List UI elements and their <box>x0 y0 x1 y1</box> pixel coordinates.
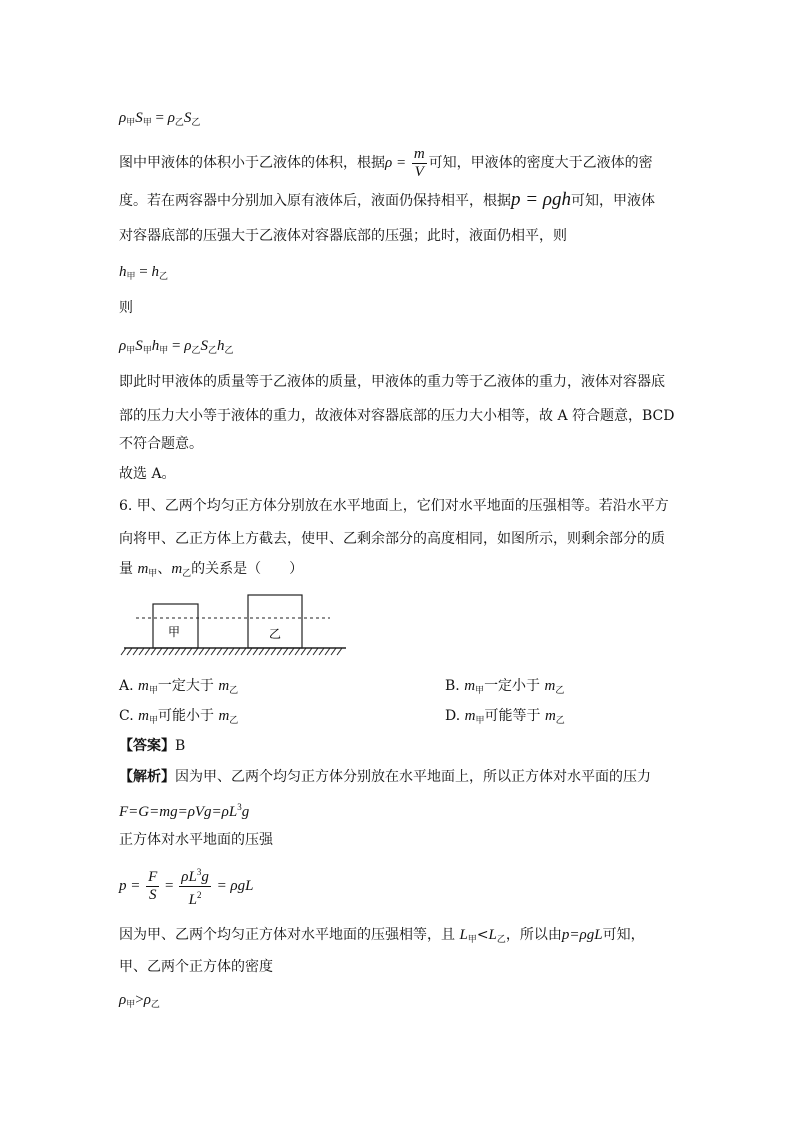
option-b[interactable] <box>445 676 564 701</box>
hatch-stroke <box>223 648 228 655</box>
hatch-stroke <box>241 648 246 655</box>
option-d[interactable] <box>445 706 565 731</box>
subscript: 乙 <box>207 345 217 355</box>
equals-sign: = <box>161 878 178 894</box>
option-letter: A. <box>119 678 139 694</box>
hatch-stroke <box>199 648 204 655</box>
formula-text: g <box>241 804 250 820</box>
mass-symbol: m <box>137 561 149 577</box>
question-6-line: 向将甲、乙正方体上方截去，使甲、乙剩余部分的高度相同，如图所示，则剩余部分的质 <box>119 531 665 547</box>
fraction-m-over-v <box>412 146 427 181</box>
cubes-figure <box>120 588 350 660</box>
rho-symbol: ρ <box>119 110 127 126</box>
superscript: 3 <box>196 867 202 878</box>
subscript: 乙 <box>191 117 201 127</box>
hatch-stroke <box>145 648 150 655</box>
equals-sign: = <box>151 110 168 126</box>
subscript: 乙 <box>496 935 506 945</box>
subscript: 乙 <box>224 345 234 355</box>
text: 、 <box>157 561 172 577</box>
denominator: V <box>414 163 424 180</box>
formula-text: p=ρgL <box>561 927 603 943</box>
equation-mass-height <box>119 336 233 360</box>
rho-symbol: ρ <box>143 992 151 1008</box>
text: 图中甲液体的体积小于乙液体的体积，根据 <box>119 155 385 171</box>
hatch-stroke <box>139 648 144 655</box>
text: 可知，甲液体 <box>570 193 655 209</box>
question-6-line <box>119 559 303 584</box>
ground-hatching <box>121 648 342 655</box>
subscript: 乙 <box>229 716 239 726</box>
subscript: 甲 <box>148 569 158 579</box>
fraction-f-over-s <box>146 869 159 904</box>
subscript: 乙 <box>191 345 201 355</box>
subscript: 甲 <box>159 345 169 355</box>
height-symbol: h <box>151 338 160 354</box>
subscript: 乙 <box>158 271 168 281</box>
mass-symbol: m <box>171 561 183 577</box>
fraction-rho-l3g-over-l2 <box>179 864 211 909</box>
hatch-stroke <box>277 648 282 655</box>
formula-text: L <box>188 892 197 909</box>
text: 因为甲、乙两个均匀正方体分别放在水平地面上，所以正方体对水平面的压力 <box>175 769 651 785</box>
equation-pressure <box>119 864 253 909</box>
paragraph-line: 对容器底部的压强大于乙液体对容器底部的压强；此时，液面仍相平，则 <box>119 228 567 244</box>
rho-symbol: ρ <box>119 338 127 354</box>
equals-sign: = <box>135 264 152 280</box>
area-symbol: S <box>135 110 143 126</box>
text: 可知，甲液体的密度大于乙液体的密 <box>428 155 653 171</box>
hatch-stroke <box>157 648 162 655</box>
formula-text: F=G=mg=ρVg=ρL <box>119 804 238 820</box>
paragraph-line <box>119 190 655 211</box>
paragraph-line <box>119 925 645 950</box>
numerator <box>179 864 211 887</box>
hatch-stroke <box>175 648 180 655</box>
text: ，所以由 <box>505 927 562 943</box>
mass-symbol: m <box>464 678 476 694</box>
hatch-stroke <box>265 648 270 655</box>
answer-label: 【答案】 <box>119 738 175 754</box>
mass-symbol: m <box>218 708 230 724</box>
hatch-stroke <box>169 648 174 655</box>
equation-mass-equal <box>119 108 200 132</box>
hatch-stroke <box>187 648 192 655</box>
denominator <box>179 887 211 909</box>
text: 因为甲、乙两个均匀正方体对水平地面的压强相等，且 <box>119 927 460 943</box>
text: 可知， <box>602 927 645 943</box>
formula-text: ρL <box>181 869 197 886</box>
rho-symbol: ρ <box>119 992 127 1008</box>
hatch-stroke <box>253 648 258 655</box>
subscript: 甲 <box>142 117 152 127</box>
formula-text: = ρgL <box>212 878 254 894</box>
hatch-stroke <box>133 648 138 655</box>
hatch-stroke <box>181 648 186 655</box>
hatch-stroke <box>337 648 342 655</box>
hatch-stroke <box>331 648 336 655</box>
height-symbol: h <box>151 264 159 280</box>
subscript: 甲 <box>475 716 485 726</box>
hatch-stroke <box>283 648 288 655</box>
numerator: m <box>413 145 425 162</box>
length-symbol: L <box>488 927 497 943</box>
text: 度。若在两容器中分别加入原有液体后，液面仍保持相平，根据 <box>119 193 511 209</box>
option-c[interactable] <box>119 706 238 731</box>
area-symbol: S <box>183 110 192 126</box>
paragraph-line: 正方体对水平地面的压强 <box>119 832 273 848</box>
height-symbol: h <box>216 338 225 354</box>
hatch-stroke <box>295 648 300 655</box>
paragraph-line: 甲、乙两个正方体的密度 <box>119 959 273 975</box>
hatch-stroke <box>211 648 216 655</box>
subscript: 甲 <box>142 345 152 355</box>
mass-symbol: m <box>464 708 476 724</box>
greater-than: > <box>135 992 144 1008</box>
subscript: 乙 <box>555 716 565 726</box>
option-text: 可能等于 <box>484 708 545 724</box>
subscript: 甲 <box>475 686 485 696</box>
formula-text: p = <box>119 878 145 894</box>
option-a[interactable] <box>119 676 238 701</box>
equals-sign: = <box>168 338 185 354</box>
subscript: 乙 <box>555 686 565 696</box>
area-symbol: S <box>135 338 143 354</box>
paragraph-density-compare <box>119 143 653 183</box>
hatch-stroke <box>259 648 264 655</box>
denominator: S <box>148 887 157 904</box>
option-text: 一定小于 <box>484 678 545 694</box>
superscript: 2 <box>196 890 202 901</box>
hatch-stroke <box>127 648 132 655</box>
option-letter: B. <box>445 678 465 694</box>
question-6-line: 6. 甲、乙两个均匀正方体分别放在水平地面上，它们对水平地面的压强相等。若沿水平方 <box>119 498 669 514</box>
hatch-stroke <box>205 648 210 655</box>
text: 量 <box>119 561 138 577</box>
hatch-stroke <box>271 648 276 655</box>
subscript: 乙 <box>229 686 239 696</box>
hatch-stroke <box>229 648 234 655</box>
mass-symbol: m <box>138 708 149 724</box>
subscript: 甲 <box>126 345 136 355</box>
option-text: 一定大于 <box>157 678 219 694</box>
equation-density-compare <box>119 990 160 1014</box>
rho-symbol: ρ <box>167 110 175 126</box>
hatch-stroke <box>307 648 312 655</box>
subscript: 甲 <box>126 999 136 1009</box>
hatch-stroke <box>235 648 240 655</box>
cube-b-label: 乙 <box>269 627 282 641</box>
superscript: 3 <box>237 802 242 812</box>
text-ze: 则 <box>119 300 133 316</box>
pressure-formula: p = ρgh <box>511 189 571 210</box>
option-letter: D. <box>445 708 465 724</box>
subscript: 甲 <box>126 271 136 281</box>
less-than: < <box>476 927 489 943</box>
subscript: 甲 <box>126 117 136 127</box>
option-letter: C. <box>119 708 139 724</box>
mass-symbol: m <box>138 678 149 694</box>
hatch-stroke <box>193 648 198 655</box>
hatch-stroke <box>301 648 306 655</box>
subscript: 乙 <box>150 999 160 1009</box>
subscript: 甲 <box>467 935 477 945</box>
hatch-stroke <box>289 648 294 655</box>
cube-a-label: 甲 <box>168 625 181 639</box>
hatch-stroke <box>217 648 222 655</box>
length-symbol: L <box>459 927 468 943</box>
answer-line <box>119 736 185 756</box>
hatch-stroke <box>163 648 168 655</box>
numerator: F <box>148 869 158 886</box>
text: 的关系是（ ） <box>191 561 304 577</box>
hatch-stroke <box>319 648 324 655</box>
subscript: 乙 <box>182 569 192 579</box>
equation-force <box>119 797 249 822</box>
hatch-stroke <box>325 648 330 655</box>
hatch-stroke <box>151 648 156 655</box>
rho-symbol: ρ <box>184 338 192 354</box>
subscript: 乙 <box>174 117 184 127</box>
area-symbol: S <box>200 338 208 354</box>
paragraph-line: 即此时甲液体的质量等于乙液体的质量，甲液体的重力等于乙液体的重力，液体对容器底 <box>119 374 665 390</box>
subscript: 甲 <box>148 716 158 726</box>
formula-text: g <box>201 869 209 886</box>
mass-symbol: m <box>544 708 556 724</box>
analysis-line <box>119 767 651 787</box>
analysis-label: 【解析】 <box>119 769 175 785</box>
hatch-stroke <box>121 648 126 655</box>
hatch-stroke <box>313 648 318 655</box>
mass-symbol: m <box>544 678 556 694</box>
paragraph-line: 不符合题意。 <box>119 436 203 452</box>
equation-height-equal <box>119 262 168 286</box>
option-text: 可能小于 <box>157 708 219 724</box>
mass-symbol: m <box>218 678 230 694</box>
height-symbol: h <box>119 264 127 280</box>
paragraph-line: 部的压力大小等于液体的重力，故液体对容器底部的压力大小相等，故 A 符合题意，BCD <box>119 408 675 424</box>
conclusion-line: 故选 A。 <box>119 466 176 482</box>
subscript: 甲 <box>148 686 158 696</box>
hatch-stroke <box>247 648 252 655</box>
rho-equals: ρ = <box>385 155 410 171</box>
answer-value: B <box>175 738 186 754</box>
